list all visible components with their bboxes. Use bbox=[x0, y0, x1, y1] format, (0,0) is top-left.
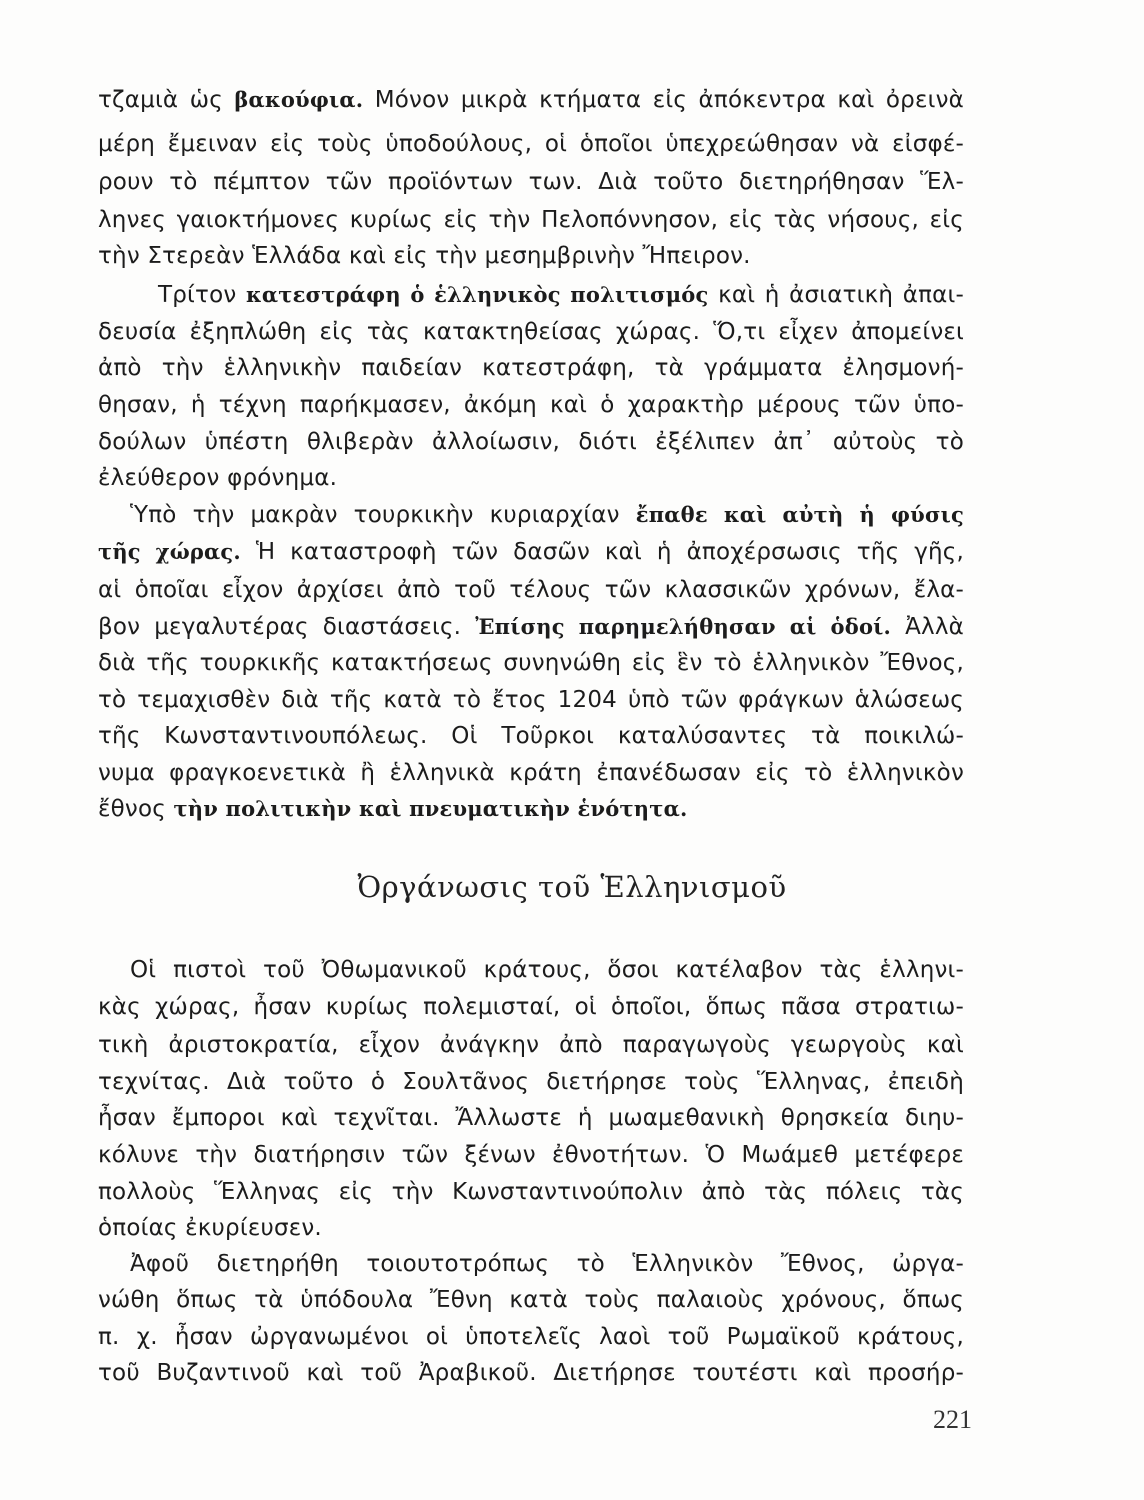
text-line: ὁποίας ἐκυρίευσεν. bbox=[98, 1215, 322, 1241]
text-line: νυμα φραγκοενετικὰ ἢ ἑλληνικὰ κράτη ἐπανέδωσαν εἰς τὸ ἑλληνικὸν bbox=[98, 760, 964, 786]
text-line: τῆς χώρας. Ἡ καταστροφὴ τῶν δασῶν καὶ ἡ ἀποχέρσωσις τῆς γῆς, bbox=[98, 539, 964, 565]
text-line: πολλοὺς Ἕλληνας εἰς τὴν Κωνσταντινούπολιν ἀπὸ τὰς πόλεις τὰς bbox=[98, 1179, 964, 1205]
text-line: ληνες γαιοκτήμονες κυρίως εἰς τὴν Πελοπόννησον, εἰς τὰς νήσους, εἰς bbox=[98, 207, 964, 233]
text-line: βον μεγαλυτέρας διαστάσεις. Ἐπίσης παρημελήθησαν αἱ ὁδοί. Ἀλλὰ bbox=[98, 614, 964, 640]
text-line: νώθη ὅπως τὰ ὑπόδουλα Ἔθνη κατὰ τοὺς παλαιοὺς χρόνους, ὅπως bbox=[98, 1287, 964, 1313]
page-number: 221 bbox=[933, 1405, 972, 1434]
text-line: διὰ τῆς τουρκικῆς κατακτήσεως συνηνώθη εἰς ἓν τὸ ἑλληνικὸν Ἔθνος, bbox=[98, 650, 964, 676]
text-line: δούλων ὑπέστη θλιβερὰν ἀλλοίωσιν, διότι ἐξέλιπεν ἀπ᾽ αὐτοὺς τὸ bbox=[98, 429, 964, 455]
text-line: θησαν, ἡ τέχνη παρήκμασεν, ἀκόμη καὶ ὁ χαρακτὴρ μέρους τῶν ὑπο- bbox=[98, 392, 964, 418]
text-line: τικὴ ἀριστοκρατία, εἶχον ἀνάγκην ἀπὸ παραγωγοὺς γεωργοὺς καὶ bbox=[98, 1032, 964, 1058]
text-line: Οἱ πιστοὶ τοῦ Ὀθωμανικοῦ κράτους, ὅσοι κατέλαβον τὰς ἑλληνι- bbox=[130, 957, 964, 983]
text-line: π. χ. ἦσαν ὠργανωμένοι οἱ ὑποτελεῖς λαοὶ τοῦ Ρωμαϊκοῦ κράτους, bbox=[98, 1324, 964, 1350]
text-line: τὴν Στερεὰν Ἑλλάδα καὶ εἰς τὴν μεσημβρινὴν Ἤπειρον. bbox=[98, 243, 751, 269]
text-line: κὰς χώρας, ἦσαν κυρίως πολεμισταί, οἱ ὁποῖοι, ὅπως πᾶσα στρατιω- bbox=[98, 994, 964, 1020]
text-line: ἐλεύθερον φρόνημα. bbox=[98, 465, 338, 491]
text-line: τζαμιὰ ὡς βακούφια. Μόνον μικρὰ κτήματα εἰς ἀπόκεντρα καὶ ὀρεινὰ bbox=[98, 87, 964, 113]
text-line: Ὑπὸ τὴν μακρὰν τουρκικὴν κυριαρχίαν ἔπαθε καὶ αὐτὴ ἡ φύσις bbox=[130, 502, 964, 528]
text-line: δευσία ἐξηπλώθη εἰς τὰς κατακτηθείσας χώρας. Ὅ,τι εἶχεν ἀπομείνει bbox=[98, 319, 964, 345]
text-line: αἱ ὁποῖαι εἶχον ἀρχίσει ἀπὸ τοῦ τέλους τῶν κλασσικῶν χρόνων, ἔλα- bbox=[98, 577, 964, 603]
text-line: ἦσαν ἔμποροι καὶ τεχνῖται. Ἄλλωστε ἡ μωαμεθανικὴ θρησκεία διηυ- bbox=[98, 1105, 964, 1131]
section-heading: Ὀργάνωσις τοῦ Ἑλληνισμοῦ bbox=[357, 870, 787, 904]
text-line: ἔθνος τὴν πολιτικὴν καὶ πνευματικὴν ἑνότητα. bbox=[98, 796, 688, 822]
text-line: τεχνίτας. Διὰ τοῦτο ὁ Σουλτᾶνος διετήρησε τοὺς Ἕλληνας, ἐπειδὴ bbox=[98, 1069, 964, 1095]
text-line: τοῦ Βυζαντινοῦ καὶ τοῦ Ἀραβικοῦ. Διετήρησε τουτέστι καὶ προσήρ- bbox=[98, 1360, 964, 1386]
text-line: μέρη ἔμειναν εἰς τοὺς ὑποδούλους, οἱ ὁποῖοι ὑπεχρεώθησαν νὰ εἰσφέ- bbox=[98, 131, 964, 157]
text-line: Τρίτον κατεστράφη ὁ ἑλληνικὸς πολιτισμός καὶ ἡ ἀσιατικὴ ἀπαι- bbox=[158, 282, 964, 308]
text-line: ἀπὸ τὴν ἑλληνικὴν παιδείαν κατεστράφη, τὰ γράμματα ἐλησμονή- bbox=[98, 355, 964, 381]
text-line: ρουν τὸ πέμπτον τῶν προϊόντων των. Διὰ τοῦτο διετηρήθησαν Ἕλ- bbox=[98, 169, 964, 195]
text-line: τῆς Κωνσταντινουπόλεως. Οἱ Τοῦρκοι καταλύσαντες τὰ ποικιλώ- bbox=[98, 723, 964, 749]
text-line: Ἀφοῦ διετηρήθη τοιουτοτρόπως τὸ Ἑλληνικὸν Ἔθνος, ὠργα- bbox=[130, 1251, 964, 1277]
text-line: τὸ τεμαχισθὲν διὰ τῆς κατὰ τὸ ἔτος 1204 ὑπὸ τῶν φράγκων ἁλώσεως bbox=[98, 687, 964, 713]
text-line: κόλυνε τὴν διατήρησιν τῶν ξένων ἐθνοτήτων. Ὁ Μωάμεθ μετέφερε bbox=[98, 1142, 964, 1168]
